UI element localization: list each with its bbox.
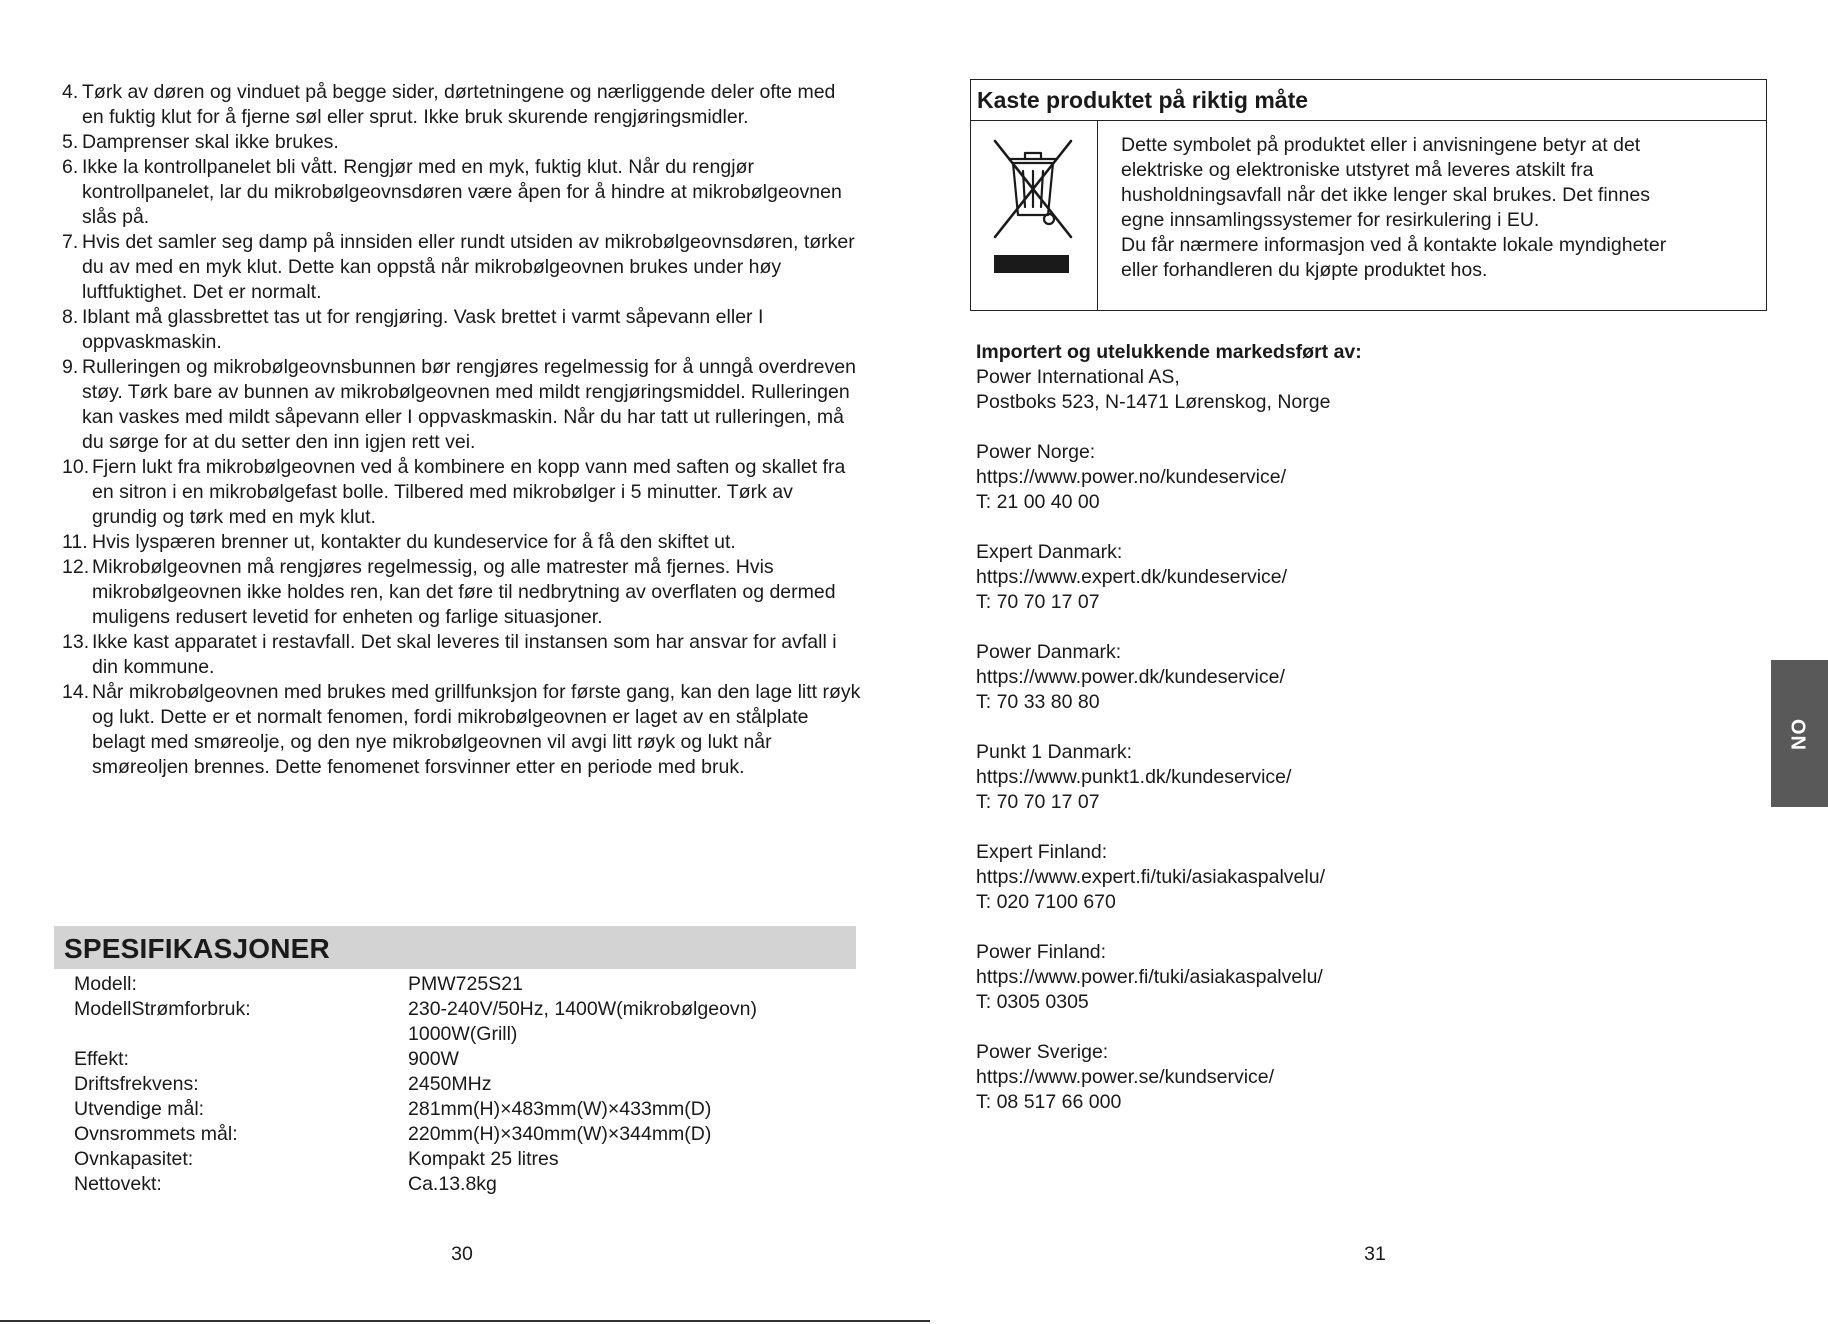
contacts-section: [976, 340, 1716, 1140]
contact-phone: T: 70 33 80 80: [976, 691, 1100, 713]
spec-row: [74, 1172, 854, 1197]
spec-row: [74, 1122, 854, 1147]
contact-phone: T: 08 517 66 000: [976, 1091, 1122, 1113]
contact-url[interactable]: https://www.power.fi/tuki/asiakaspalvelu/: [976, 966, 1323, 988]
item-number: 8.: [62, 306, 79, 328]
contact-block: [976, 940, 1716, 1015]
disposal-line: Dette symbolet på produktet eller i anvisningene betyr at det: [1121, 134, 1641, 156]
contact-url[interactable]: https://www.expert.dk/kundeservice/: [976, 566, 1288, 588]
item-number: 7.: [62, 231, 79, 253]
item-number: 13.: [62, 631, 90, 653]
contact-url[interactable]: https://www.power.dk/kundeservice/: [976, 666, 1285, 688]
disposal-line: egne innsamlingssystemer for resirkulering i EU.: [1121, 209, 1540, 231]
crossed-out-wheelie-bin-icon: [985, 135, 1081, 247]
spec-label: Effekt:: [74, 1048, 129, 1070]
contact-name: Power Sverige:: [976, 1041, 1109, 1063]
page-number: 31: [1364, 1243, 1386, 1265]
item-text: Mikrobølgeovnen må rengjøres regelmessig, og alle matrester må fjernes. Hvis mikrobølgeovnen ikke holdes ren, kan det føre til nedbrytning av overflaten og dermed muligens redusert levetid for enheten og farlige situasjoner.: [92, 556, 836, 628]
item-number: 14.: [62, 681, 90, 703]
spec-label: [74, 1022, 408, 1047]
item-text: Tørk av døren og vinduet på begge sider, dørtetningene og nærliggende deler ofte med en fuktig klut for å fjerne søl eller sprut. Ikke bruk skurende rengjøringsmidler.: [82, 81, 836, 128]
contact-block: [976, 640, 1716, 715]
list-item: [62, 630, 862, 680]
disposal-icon-cell: [971, 121, 1098, 310]
item-number: 9.: [62, 356, 79, 378]
contact-name: Power Norge:: [976, 441, 1096, 463]
item-text: Når mikrobølgeovnen med brukes med grillfunksjon for første gang, kan den lage litt røyk og lukt. Dette er et normalt fenomen, fordi mikrobølgeovnen er laget av en stålplate belagt med smøreolje, og den nye mikrobølgeovnen vil avgi litt røyk og lukt når smøreoljen brennes. Dette fenomenet forsvinner etter en periode med bruk.: [92, 681, 861, 778]
disposal-line: elektriske og elektroniske utstyret må leveres atskilt fra: [1121, 159, 1594, 181]
right-page: [914, 0, 1828, 1324]
spec-row: [74, 997, 854, 1022]
spec-value: 900W: [408, 1048, 459, 1070]
contact-name: Expert Finland:: [976, 841, 1108, 863]
contact-name: Power Danmark:: [976, 641, 1122, 663]
contact-phone: T: 70 70 17 07: [976, 791, 1100, 813]
importer-heading: Importert og utelukkende markedsført av:: [976, 341, 1362, 363]
contact-name: Expert Danmark:: [976, 541, 1123, 563]
contact-phone: T: 020 7100 670: [976, 891, 1116, 913]
contact-phone: T: 0305 0305: [976, 991, 1089, 1013]
page-number: 30: [451, 1243, 473, 1265]
disposal-text: [1121, 133, 1761, 283]
list-item: [62, 555, 862, 630]
item-number: 10.: [62, 456, 90, 478]
spec-row: [74, 1047, 854, 1072]
importer-line: Postboks 523, N-1471 Lørenskog, Norge: [976, 391, 1331, 413]
disposal-line: eller forhandleren du kjøpte produktet hos.: [1121, 259, 1488, 281]
contact-block: [976, 540, 1716, 615]
spec-table: [74, 972, 854, 1197]
spec-label: Driftsfrekvens:: [74, 1073, 199, 1095]
contact-url[interactable]: https://www.punkt1.dk/kundeservice/: [976, 766, 1292, 788]
item-number: 4.: [62, 81, 79, 103]
spec-value: 230-240V/50Hz, 1400W(mikrobølgeovn): [408, 998, 758, 1020]
item-number: 6.: [62, 156, 79, 178]
list-item: [62, 130, 862, 155]
item-text: Hvis det samler seg damp på innsiden eller rundt utsiden av mikrobølgeovnsdøren, tørker du av med en myk klut. Dette kan oppstå når mikrobølgeovnen brukes under høy luftfuktighet. Det er normalt.: [82, 231, 855, 303]
disposal-body: [971, 121, 1766, 310]
item-text: Ikke la kontrollpanelet bli vått. Rengjør med en myk, fuktig klut. Når du rengjør kontrollpanelet, lar du mikrobølgeovnsdøren være åpen for å hindre at mikrobølgeovnen slås på.: [82, 156, 842, 228]
contact-phone: T: 21 00 40 00: [976, 491, 1100, 513]
contact-block: [976, 1040, 1716, 1115]
disposal-line: husholdningsavfall når det ikke lenger skal brukes. Det finnes: [1121, 184, 1650, 206]
list-item: [62, 155, 862, 230]
spec-row: [74, 1147, 854, 1172]
spec-row: [74, 1097, 854, 1122]
spec-label: Ovnsrommets mål:: [74, 1123, 238, 1145]
list-item: [62, 680, 862, 780]
spec-label: Nettovekt:: [74, 1173, 162, 1195]
importer-block: [976, 340, 1716, 415]
contact-block: [976, 840, 1716, 915]
spec-value: 220mm(H)×340mm(W)×344mm(D): [408, 1123, 712, 1145]
spec-row: [74, 1022, 854, 1047]
spec-value: Ca.13.8kg: [408, 1173, 497, 1195]
spec-row: [74, 972, 854, 997]
spec-label: Ovnkapasitet:: [74, 1148, 194, 1170]
spec-value: Kompakt 25 litres: [408, 1148, 559, 1170]
item-text: Rulleringen og mikrobølgeovnsbunnen bør rengjøres regelmessig for å unngå overdreven støy. Tørk bare av bunnen av mikrobølgeovnen med mildt rengjøringsmiddel. Rulleringen kan vaskes med mildt såpevann eller I oppvaskmaskin. Når du har tatt ut rulleringen, må du sørge for at du setter den inn igjen rett vei.: [82, 356, 856, 453]
spec-title: SPESIFIKASJONER: [64, 933, 330, 964]
disposal-box: [970, 79, 1767, 311]
contact-block: [976, 740, 1716, 815]
spec-value: 2450MHz: [408, 1073, 492, 1095]
language-tab: [1771, 660, 1828, 807]
spec-value: PMW725S21: [408, 973, 523, 995]
spec-label: Utvendige mål:: [74, 1098, 205, 1120]
spec-value: 1000W(Grill): [408, 1023, 518, 1045]
list-item: [62, 305, 862, 355]
list-item: [62, 530, 862, 555]
spec-header-bar: [54, 926, 856, 969]
disposal-header: [971, 80, 1766, 121]
disposal-title: Kaste produktet på riktig måte: [977, 87, 1309, 113]
contact-url[interactable]: https://www.power.se/kundservice/: [976, 1066, 1275, 1088]
language-label: NO: [1788, 717, 1810, 750]
spec-label: ModellStrømforbruk:: [74, 998, 251, 1020]
care-instructions-list: [62, 80, 862, 780]
item-text: Fjern lukt fra mikrobølgeovnen ved å kombinere en kopp vann med saften og skallet fra en sitron i en mikrobølgefast bolle. Tilbered med mikrobølger i 5 minutter. Tørk av grundig og tørk med en myk klut.: [92, 456, 846, 528]
disposal-line: Du får nærmere informasjon ved å kontakte lokale myndigheter: [1121, 234, 1667, 256]
contact-phone: T: 70 70 17 07: [976, 591, 1100, 613]
contact-url[interactable]: https://www.expert.fi/tuki/asiakaspalvelu/: [976, 866, 1325, 888]
spec-row: [74, 1072, 854, 1097]
bottom-divider: [0, 1320, 930, 1322]
item-text: Damprenser skal ikke brukes.: [82, 131, 339, 153]
list-item: [62, 80, 862, 130]
item-text: Ikke kast apparatet i restavfall. Det skal leveres til instansen som har ansvar for avfall i din kommune.: [92, 631, 837, 678]
contact-block: [976, 440, 1716, 515]
item-text: Iblant må glassbrettet tas ut for rengjøring. Vask brettet i varmt såpevann eller I oppvaskmaskin.: [82, 306, 764, 353]
spec-value: 281mm(H)×483mm(W)×433mm(D): [408, 1098, 712, 1120]
contact-name: Punkt 1 Danmark:: [976, 741, 1133, 763]
item-number: 5.: [62, 131, 79, 153]
contact-url[interactable]: https://www.power.no/kundeservice/: [976, 466, 1286, 488]
solid-bar-icon: [994, 255, 1069, 273]
list-item: [62, 455, 862, 530]
item-number: 11.: [62, 531, 88, 553]
item-number: 12.: [62, 556, 90, 578]
list-item: [62, 355, 862, 455]
contact-name: Power Finland:: [976, 941, 1107, 963]
spec-label: Modell:: [74, 973, 137, 995]
item-text: Hvis lyspæren brenner ut, kontakter du kundeservice for å få den skiftet ut.: [92, 531, 736, 553]
list-item: [62, 230, 862, 305]
importer-line: Power International AS,: [976, 366, 1180, 388]
